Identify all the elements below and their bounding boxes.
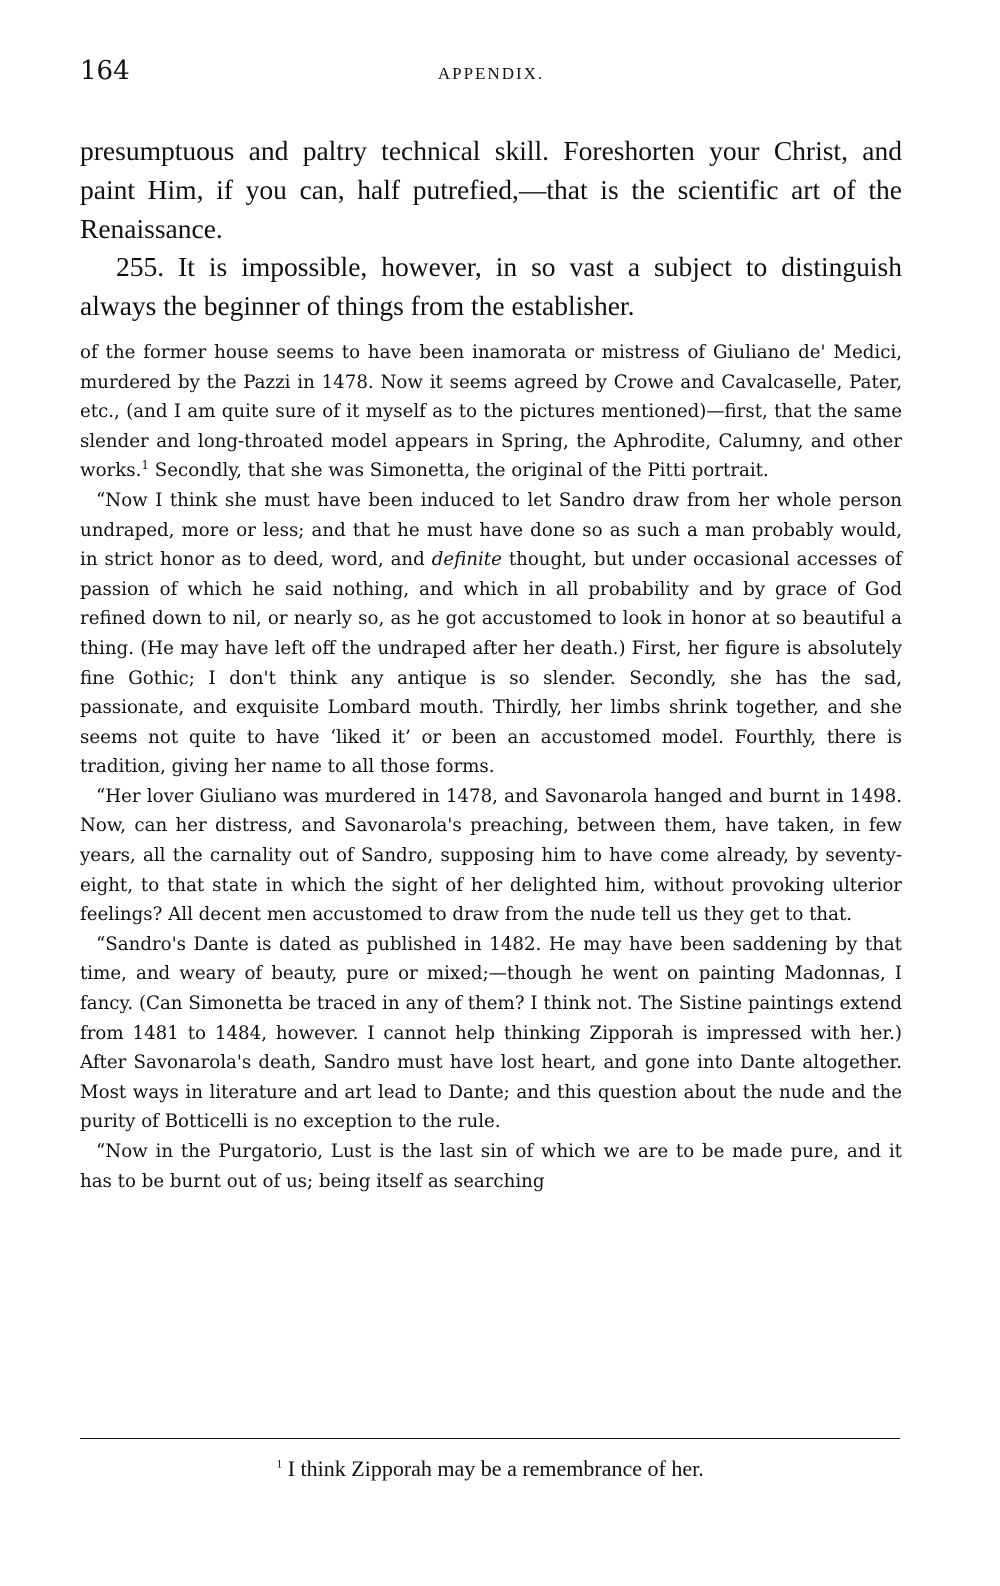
- footnote-marker: 1: [276, 1456, 283, 1471]
- quote-paragraph: “Sandro's Dante is dated as published in 1482. He may have been saddening by that time, and weary of beauty, pure or mixed;—though he went on painting Madonnas, I fancy. (Can Simonetta be traced in any of them? I think not. The Sistine paintings extend from 1481 to 1484, however. I cannot help thinking Zipporah is impressed with her.) After Savonarola's death, Sandro must have lost heart, and gone into Dante altogether. Most ways in literature and art lead to Dante; and this question about the nude and the purity of Botticelli is no exception to the rule.: [80, 933, 902, 1133]
- main-paragraph: presumptuous and paltry technical skill. Foreshorten your Christ, and paint Him, if you can, half putrefied,—that is the scientific art of the Renaissance.: [80, 135, 902, 244]
- quote-paragraph: “Now in the Purgatorio, Lust is the last sin of which we are to be made pure, and it has to be burnt out of us; being itself as searching: [80, 1141, 902, 1192]
- footnote-text: I think Zipporah may be a remembrance of her.: [282, 1456, 704, 1481]
- main-paragraph-255: 255. It is impossible, however, in so vast a subject to distinguish always the beginner of things from the establisher.: [80, 251, 902, 322]
- quote-text: of the former house seems to have been inamorata or mistress of Giuliano de' Medici, murdered by the Pazzi in 1478. Now it seems agreed by Crowe and Cavalcaselle, Pater, etc., (and I am quite sure of it myself as to the pictures mentioned)—first, that the same slender and long-throated model appears in Spring, the Aphrodite, Calumny, and other works.: [80, 341, 902, 482]
- footnote-rule: [80, 1438, 900, 1439]
- page-number: 164: [80, 56, 130, 86]
- page-body: [80, 56, 902, 1196]
- quote-paragraph: [80, 486, 902, 782]
- quote-paragraph: “Her lover Giuliano was murdered in 1478, and Savonarola hanged and burnt in 1498. Now, can her distress, and Savonarola's preaching, between them, have taken, in few years, all the carnality out of Sandro, supposing him to have come already, by seventy-eight, to that state in which the sight of her delighted him, without provoking ulterior feelings? All decent men accustomed to draw from the nude tell us they get to that.: [80, 785, 902, 926]
- main-text: [80, 132, 902, 326]
- page-header-title: APPENDIX.: [437, 64, 545, 83]
- footnote-reference: 1: [141, 458, 149, 473]
- footnote: [80, 1455, 900, 1483]
- emphasis-definite: definite: [431, 549, 502, 571]
- quote-text: Secondly, that she was Simonetta, the original of the Pitti portrait.: [149, 460, 769, 482]
- quoted-letter: [80, 338, 902, 1196]
- running-head: [80, 56, 902, 90]
- quote-text: “Now I think she must have been induced to let Sandro draw from her whole person undraped, more or less; and that he must have done so as such a man probably would, in strict honor as to deed, word, and: [80, 489, 902, 571]
- quote-text: thought, but under occasional accesses of passion of which he said nothing, and which in all probability and by grace of God refined down to nil, or nearly so, as he got accustomed to look in honor at so beautiful a thing. (He may have left off the undraped after her death.) First, her figure is absolutely fine Gothic; I don't think any antique is so slender. Secondly, she has the sad, passionate, and exquisite Lombard mouth. Thirdly, her limbs shrink together, and she seems not quite to have ‘liked it’ or been an accustomed model. Fourthly, there is tradition, giving her name to all those forms.: [80, 549, 903, 778]
- quote-paragraph: [80, 338, 902, 486]
